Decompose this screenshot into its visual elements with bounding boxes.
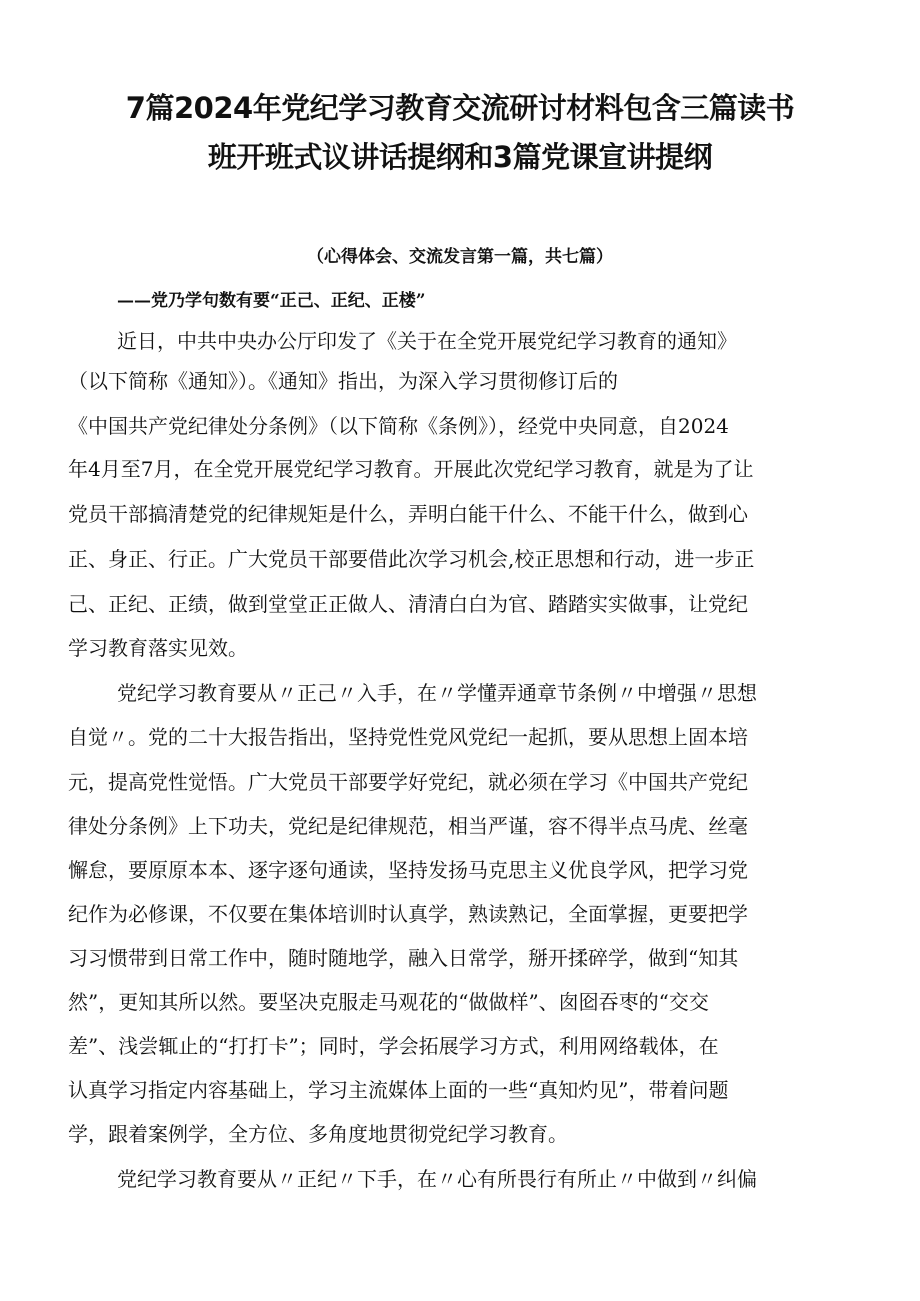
paragraph-line: 党员干部搞清楚党的纪律规矩是什么，弄明白能干什么、不能干什么，做到心 (68, 502, 748, 526)
paragraph-line: （以下简称《通知》）。《通知》指出，为深入学习贯彻修订后的 (68, 369, 618, 393)
paragraph-line: 正、身正、行正。广大党员干部要借此次学习机会,校正思想和行动，进一步正 (68, 547, 755, 571)
section-heading: ——党乃学句数有要“正己、正纪、正楼” (117, 291, 426, 311)
paragraph-line: 自觉〃。党的二十大报告指出，坚持党性党风党纪一起抓，要从思想上固本培 (68, 725, 748, 749)
paragraph-line: 律处分条例》上下功夫，党纪是纪律规范，相当严谨，容不得半点马虎、丝毫 (68, 814, 748, 838)
paragraph-line: 党纪学习教育要从〃正己〃入手，在〃学懂弄通章节条例〃中增强〃思想 (117, 681, 757, 705)
paragraph-line: 纪作为必修课，不仅要在集体培训时认真学，熟读熟记，全面掌握，更要把学 (68, 902, 748, 926)
paragraph-line: 己、正纪、正绩，做到堂堂正正做人、清清白白为官、踏踏实实做事，让党纪 (68, 592, 748, 616)
paragraph-line: 认真学习指定内容基础上，学习主流媒体上面的一些“真知灼见”，带着问题 (68, 1078, 729, 1102)
paragraph-line: 习习惯带到日常工作中，随时随地学，融入日常学，掰开揉碎学，做到“知其 (68, 946, 739, 970)
paragraph-line: 近日，中共中央办公厅印发了《关于在全党开展党纪学习教育的通知》 (117, 329, 737, 353)
paragraph-line: 党纪学习教育要从〃正纪〃下手，在〃心有所畏行有所止〃中做到〃纠偏 (117, 1167, 757, 1191)
paragraph-line: 学习教育落实见效。 (68, 636, 248, 660)
document-subtitle: （心得体会、交流发言第一篇，共七篇） (307, 247, 613, 267)
document-title-line-1: 7篇2024年党纪学习教育交流研讨材料包含三篇读书 (125, 91, 795, 125)
paragraph-line: 差”、浅尝辄止的“打打卡”；同时，学会拓展学习方式，利用网络载体，在 (68, 1034, 719, 1058)
paragraph-line: 元，提高党性觉悟。广大党员干部要学好党纪，就必须在学习《中国共产党纪 (68, 770, 748, 794)
paragraph-line: 懈怠，要原原本本、逐字逐句通读，坚持发扬马克思主义优良学风，把学习党 (68, 858, 748, 882)
paragraph-line: 学，跟着案例学，全方位、多角度地贯彻党纪学习教育。 (68, 1122, 568, 1146)
paragraph-line: 《中国共产党纪律处分条例》（以下简称《条例》），经党中央同意，自2024 (68, 414, 729, 438)
paragraph-line: 年4月至7月，在全党开展党纪学习教育。开展此次党纪学习教育，就是为了让 (68, 457, 754, 481)
document-title-line-2: 班开班式议讲话提纲和3篇党课宣讲提纲 (207, 140, 713, 174)
paragraph-line: 然”，更知其所以然。要坚决克服走马观花的“做做样”、囱囵吞枣的“交交 (68, 990, 709, 1014)
